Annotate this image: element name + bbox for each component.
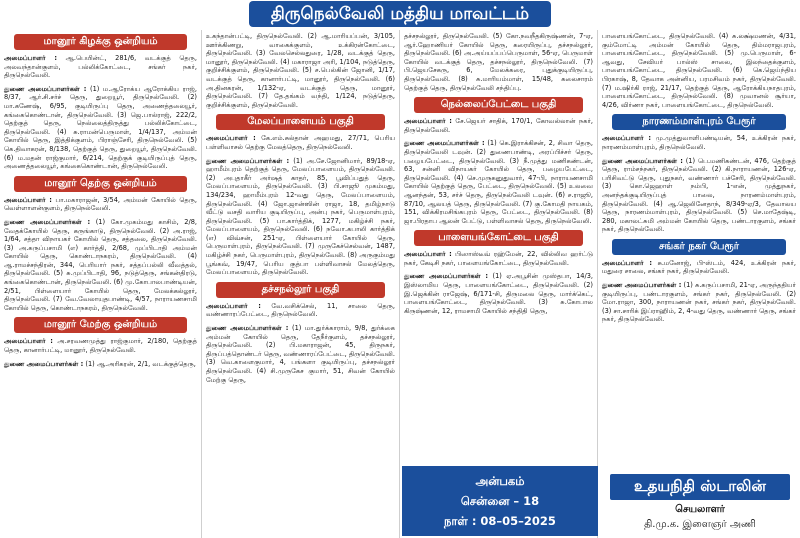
section-header-manur-south: மானூர் தெற்கு ஒன்றியம் bbox=[14, 176, 187, 192]
deputy-label: துணை அமைப்பாளர்கள் : bbox=[4, 84, 87, 93]
deputy-text: (1) ம.ஆரோக்ய ஆரோக்கிய ராஜ், 8/37, ஆர்.சி.சர்ச் தெரு, துறையூர், திருநெல்வேலி. (2) மா.கணேஷ், 6/95, குடியிருப்பு தெரு, அணைத்தலையூர், கங்கைகொண்டான், திருநெல்வேலி. (3) ஜெ.பால்ராஜ், 222/2, தெற்குத் தெரு, நெல்லைத்திருத்து பல்லிக்கோட்டை, திருநெல்வேலி. (4) சு.ராமன்பெருமாள், 1/4/137, அம்மன் கோயில் தெரு, இத்திக்குளம், பிராஞ்சேரி, திருநெல்வேலி. (5) கெ.திவாகரன், 8/138, தெற்குத் தெரு, துறையூர், திருநெல்வேலி. (6) ம.மதன் ராஜ்குமார், 6/214, தெற்குக் குடியிருப்புத் தெரு, அணைத்தலையூர், கங்கைகொண்டான், திருநெல்வேலி. bbox=[4, 84, 197, 171]
organizer-entry bbox=[4, 337, 197, 354]
organizer-entry bbox=[206, 302, 395, 319]
deputy-label: துணை அமைப்பாளர்கள் : bbox=[206, 324, 289, 333]
footer-signatory bbox=[600, 466, 800, 536]
deputy-label: துணை அமைப்பாளர்கள் : bbox=[4, 217, 91, 226]
signatory-organization: தி.மு.க. இளைஞர் அணி bbox=[644, 519, 756, 530]
organizer-label: அமைப்பாளர் : bbox=[4, 195, 52, 204]
section-header-nellaipettai: நெல்லைப்பேட்டை பகுதி bbox=[414, 97, 583, 113]
organizer-label: அமைப்பாளர் : bbox=[404, 250, 452, 259]
column-3 bbox=[400, 30, 598, 538]
deputy-organizers-entry bbox=[4, 218, 197, 313]
organizer-label: அமைப்பாளர் : bbox=[404, 117, 452, 126]
footer-date: நாள் : 08–05–2025 bbox=[444, 514, 556, 528]
deputy-text: (1) அ.சே.ஜோனிமார், 89/18-ஏ, ஹாமீம்புரம் தெற்குத் தெரு, மேலப்பாளையம், திருநெல்வேலி. (2) அபுதாகீர் அர்ஷத் காதர், 85, பூவிப்பதுத் தெரு, மேலப்பாளையம், திருநெல்வேலி. (3) பி.சாஜூ முகம்மது, 134/234, ஹாமீம்புரம் 12-வது தெரு, மேலப்பாளையம், திருநெல்வேலி. (4) ஜோ.ஜான்ஸின் ராஜா, 18, தமிழ்நாடு வீட்டு வசதி வாரிய குடியிருப்பு, அன்பு நகர், பெருமாள்புரம், திருநெல்வேலி. (5) பா.கார்த்திக், 1277, மகிழ்ச்சி நகர், மேலப்பாளையம், திருநெல்வேலி. (6) நவோ.கபாலி கார்த்திக் (எ) விவ்சன், 251-ஏ, பிள்ளையார் கோயில் தெரு, பெருமாள்புரம், திருநெல்வேலி. (7) முருகேச்செல்வன், 1487, மகிழ்ச்சி நகர், பெருமாள்புரம், திருநெல்வேலி. (8) அருகும்மது பூங்கவ், 19/47, பெரிய குத்பா பள்ளிவாசல் மேலத்தெரு, மேலப்பாளையம், திருநெல்வேலி. bbox=[206, 156, 395, 277]
continued-text: தச்சநல்லூர், திருநெல்வேலி. (5) கோ.நவநீதகிருஷ்ணன், 7-ஏ, ஆர்.ஹோணியர் கோயில் தெரு, கரையிருப்பு, தச்சநல்லூர், திருநெல்வேலி. (6) அ.அய்யப்பப்பெருமாள், 56-ஏ, பெருமாள் கோயில் வடக்குத் தெரு, தச்சநல்லூர், திருநெல்வேலி. (7) பி.ஜெயசேகரு, 6, மேலக்கரை, புதுக்குடியிருப்பு, திருநெல்வேலி. (8) சு.மாரியம்மாள், 15/48, கலைசாரம் தெற்குத் தெரு, திருநெல்வேலி சந்திப்பு. bbox=[404, 32, 593, 92]
deputy-label: துணை அமைப்பாளர்கள் : bbox=[404, 272, 489, 281]
deputy-organizers-entry bbox=[602, 281, 796, 324]
section-header-palayamkottai: பாளையங்கோட்டை பகுதி bbox=[414, 230, 583, 246]
deputy-organizers-entry bbox=[404, 272, 593, 315]
deputy-label: துணை அமைப்பாளர்கள் : bbox=[602, 156, 683, 165]
deputy-label: துணை அமைப்பாளர்கள் : bbox=[4, 359, 84, 368]
deputy-organizers-entry bbox=[4, 360, 197, 369]
organizer-label: அமைப்பாளர் : bbox=[206, 301, 261, 310]
organizer-entry bbox=[602, 259, 796, 276]
section-header-shankar-nagar: சங்கர் நகர் பேரூர் bbox=[612, 239, 786, 255]
section-header-thachanallur: தச்சநல்லூர் பகுதி bbox=[216, 282, 385, 298]
deputy-label: துணை அமைப்பாளர்கள் : bbox=[206, 156, 290, 165]
footer-place-date bbox=[402, 466, 598, 536]
organizer-entry bbox=[206, 134, 395, 151]
organizer-text: பிஸாஸ்டீவ் ரஹ்மேன், 22, வில்லிவ ஹர்ட்டு நகர், கேடிசி நகர், பாளையங்கோட்டை, திருநெல்வேலி. bbox=[404, 250, 593, 267]
notice-columns bbox=[0, 30, 800, 538]
organizer-entry bbox=[404, 250, 593, 267]
section-header-naranammalpuram: நாரணம்மாள்புரம் பேரூர் bbox=[612, 114, 786, 130]
column-2 bbox=[202, 30, 400, 538]
signatory-name: உதயநிதி ஸ்டாலின் bbox=[610, 474, 790, 500]
continued-text: உகந்தான்பட்டி, திருநெல்வேலி. (2) ஆ.மாரியப்பன், 3/105, ஊர்க்கிணறு, வாகைக்குளம், உக்கிரன்கோட்டை, திருநெல்வேலி. (3) வேலசெல்லதுரை, 1/28, வடக்குத் தெரு, மானூர், திருநெல்வேலி. (4) மகாராஜா அரி, 1/104, நடுத்தெரு, குறிச்சிக்குளம், திருநெல்வேலி. (5) ச.பெல்கின் ஜோனி, 1/17, வடக்குத் தெரு, கானார்பட்டி, மானூர், திருநெல்வேலி. (6) அ.தினகரன், 1/132-ஏ, வடக்குத் தெரு, மானூர், திருநெல்வேலி. (7) தே.தங்கம் வந்தி, 1/124, நடுத்தெரு, குறிச்சிக்குளம், திருநெல்வேலி. bbox=[206, 32, 395, 109]
deputy-text: (1) கோ.முகம்மது காசிம், 2/8, வேதக்கோயில் தெரு, கருங்காடு, திருநெல்வேலி. (2) அ.ராஜ், 1/64, சத்தா விநாயகர் கோயில் தெரு, சத்தலை, திருநெல்வேலி. (3) அ.கருப்பசாமி (எ) கார்த்தி, 2/68, முப்பிடாதி அம்மன் கோயில் தெரு, கொண்டாநகரம், திருநெல்வேலி. (4) ஆ.ராமச்சந்திரன், 344, பெரியார் நகர், சத்தப்பல்லி வீவத்தல், திருநெல்வேலி. (5) சு.முப்பிடாதி, 96, நடுத்தெரு, சங்கன்திரடு, கங்கைகொண்டான், திருநெல்வேலி. (6) மு.கோபாலபாண்டியன், 2/51, பிள்ளையார் கோயில் தெரு, மேலக்கல்லூர், திருநெல்வேலி. (7) வே.வேலாயுதபாண்டி, 4/57, நாராயணசாமி கோயில் தெரு, கொண்டாநகரம், திருநெல்வேலி. bbox=[4, 217, 197, 312]
organizer-entry bbox=[4, 54, 197, 80]
deputy-text: (1) பெ.மணிகண்டன், 476, தெற்குத் தெரு, ராம்சந்நகர், திருநெல்வேலி. (2) கி.நாராயணன், 126-ஏ, பரிசிவட்டு தெரு, புதுநகர், வண்ணார் பச்சேரி, திருநெல்வேலி. (3) கொ.ஜெஹாள் நம்பி, 1-என், முத்துநகர், அனந்தக்குடியிருப்புத் பாலை, நாரணம்மாள்புரம், திருநெல்வேலி. (4) ஆ.ஜெலினேதாந், 8/349-ஏ/3, தேவாலய தெரு, நாரணம்மாள்புரம், திருநெல்வேலி. (5) செ.மாதேஷ்டி, 280, மகாலட்சுமி அம்மன் கோயில் தெரு, பண்டாரகுளம், சங்கர் நகர், திருநெல்வேலி. bbox=[602, 156, 796, 234]
page-title: திருநெல்வேலி மத்திய மாவட்டம் bbox=[249, 1, 551, 27]
deputy-organizers-entry bbox=[206, 324, 395, 384]
organizer-label: அமைப்பாளர் : bbox=[206, 134, 256, 143]
organizer-entry bbox=[4, 196, 197, 213]
deputy-organizers-entry bbox=[206, 157, 395, 277]
footer-place: அன்பகம் bbox=[475, 474, 525, 488]
organizer-text: மு.முத்துவாளிபண்டியன், 54, உக்கிரன் நகர், நாரணம்மாள்புரம், திருநெல்வேலி. bbox=[602, 134, 796, 151]
organizer-label: அமைப்பாளர் : bbox=[4, 337, 53, 346]
column-1 bbox=[0, 30, 202, 538]
deputy-label: துணை அமைப்பாளர்கள் : bbox=[602, 281, 682, 290]
organizer-entry bbox=[602, 134, 796, 151]
banner bbox=[0, 0, 800, 28]
organizer-text: ஆ.பெயின்ட், 281/6, வடக்குத் தெரு, அலவந்தான்குளம், பல்லிக்கோட்டை, சங்கர் நகர், திருநெல்வேலி. bbox=[4, 54, 197, 80]
organizer-text: சே.ஜெயர் சாதிக், 170/1, கோவல்லான் நகர், திருநெல்வேலி. bbox=[404, 117, 593, 134]
organizer-text: பா.மகாராஜன், 3/54, அம்மன் கோயில் தெரு, வெள்ளாளன்குளம், திருநெல்வேலி. bbox=[4, 195, 197, 213]
deputy-text: (1) சு.கருப்பசாமி, 21-ஏ, அருந்ததியர் குடியிருப்பு, பண்டாரகுளம், சங்கர் நகர், திருநெல்வேலி. (2) மோ.ராஜா, 300, நாராயணன் நகர், சங்கர் நகர், திருநெல்வேலி. (3) சா.சாரிக் இப்ராஹிம், 2, 4-வது தெரு, வண்ணார் தெரு, சங்கர் நகர், திருநெல்வேலி. bbox=[602, 281, 796, 324]
organizer-entry bbox=[404, 117, 593, 134]
section-header-melapalayam: மேலப்பாளையம் பகுதி bbox=[216, 114, 385, 130]
section-header-manur-east: மானூர் கிழக்கு ஒன்றியம் bbox=[14, 34, 187, 50]
deputy-text: (1) ஏ.அபூசின் முஸ்தபா, 14/3, இஸ்லாமிய தெரு, பாளையங்கோட்டை, திருநெல்வேலி. (2) இ.ஜெக்கின் ராஜேஷ், 6/171-சி, திருமலை தெரு, மார்க்கெட், பாளையங்கோட்டை, திருநெல்வேலி. (3) சு.கோபால கிருஷ்ணன், 12, ராமசாமி கோயில் சந்திதி தெரு, bbox=[404, 272, 593, 315]
organizer-label: அமைப்பாளர் : bbox=[602, 258, 652, 267]
organizer-text: சு.மனோஜ், பி-ஸ்டம், 424, உக்கிரன் நகர், மதுரை சாலை, சங்கர் நகர், திருநெல்வேலி. bbox=[602, 258, 796, 276]
deputy-organizers-entry bbox=[404, 139, 593, 225]
deputy-text: (1) கெ.இராக்கிசன், 2, சிவா தெரு, திருநெல்வேலி டவுன். (2) துணைபாண்டி, அரப்பிச்சர் தெரு, பழையபேட்டை, திருநெல்வேலி. (3) நீ.முத்து மணிகண்டன், 63, சன்னி விநாயகர் கோயில் தெரு, பழையபேட்டை, திருநெல்வேலி. (4) செ.முருகனுதுவார், 47-பி, நாராயணசாமி கோயில் தெற்குத் தெரு, பேட்டை, திருநெல்வேலி. (5) உலவை ஆனந்தன், 53, சர்ச் தெரு, திருநெல்வேலி டவுன். (6) ச.ராஜூ, 87/10, ஆலயத் தெரு, திருநெல்வேலி. (7) கு.கோமதி நாயகம், 151, விக்கிரமசிங்கபுரம் தெரு, பேட்டை, திருநெல்வேலி. (8) ஜா.பிரதாப ஆலன் பேட்டு, பள்ளிவாசல் தெரு, திருநெல்வேலி. bbox=[404, 139, 593, 225]
organizer-text: கே.எம்.சுல்தான் அஹமது, 27/71, பெரிய பள்ளிவாசல் தெற்கு மேலத்தெரு, திருநெல்வேலி. bbox=[206, 134, 395, 151]
deputy-organizers-entry bbox=[4, 85, 197, 171]
deputy-label: துணை அமைப்பாளர்கள் : bbox=[404, 139, 485, 148]
deputy-organizers-entry bbox=[602, 157, 796, 234]
organizer-text: அ.சரவணமுத்து ராஜ்குமார், 2/180, தெற்குத் தெரு, கானார்பட்டி, மானூர், திருநெல்வேலி. bbox=[4, 337, 197, 355]
signatory-role: செயலாளர் bbox=[675, 504, 725, 515]
organizer-text: வே.வசிக்செல், 11, சாலை தெரு, வண்ணாரப்பேட்டை, திருநெல்வேலி. bbox=[206, 301, 395, 319]
column-4 bbox=[598, 30, 800, 538]
deputy-text: (1) மா.துர்க்காராம், 9/8, துர்க்கை அம்மன் கோயில் தெரு, தேநீர்குளம், தச்சநல்லூர், திருநெல்வேலி. (2) பி.மகாராஜன், 45, திருநகர், திருப்பத்தொண்டர் தெரு, வண்ணாரப்பேட்டை, திருநெல்வேலி. (3) வெ.காளைகுமார், 4, பங்களா குடியிருப்பு, தச்சநல்லூர் திருநெல்வேலி. (4) சி.முருகேச குமார், 51, சிவன் கோயில் மேற்கு தெரு, bbox=[206, 324, 395, 384]
continued-text: பாளையங்கோட்டை, திருநெல்வேலி. (4) சு.லக்ஷ்மணன், 4/31, கும்மோட்டி அம்மன் கோயில் தெரு, திம்மராஜபுரம், பாளையங்கோட்டை, திருநெல்வேலி. (5) மு.பெருமாள், 6-ஆவது, சேவியர் பால்ஸ் சாலை, இலந்தைக்குளம், பாளையங்கோட்டை, திருநெல்வேலி. (6) கெ.ஜெய்ந்திய பிரகாஷ், 8, தேவாக அன்னிய, பரமசிவம் நகர், திருநெல்வேலி. (7) ம.ஷிர்கி ராஜ், 21/17, தெற்குத் தெரு, ஆரோக்கியநாதபுரம், பாளையங்கோட்டை, திருநெல்வேலி. (8) முவானல் சூர்யா, 4/26, விர்ணா நகர், பாளையங்கோட்டை, திருநெல்வேலி. bbox=[602, 32, 796, 109]
organizer-label: அமைப்பாளர் : bbox=[4, 54, 57, 62]
footer-city: சென்னை – 18 bbox=[460, 494, 540, 508]
section-header-manur-west: மானூர் மேற்கு ஒன்றியம் bbox=[14, 317, 187, 333]
organizer-label: அமைப்பாளர் : bbox=[602, 134, 652, 143]
deputy-text: (1) ஆ.அரிகரன், 2/1, வடக்குத்தெரு, bbox=[83, 359, 196, 368]
